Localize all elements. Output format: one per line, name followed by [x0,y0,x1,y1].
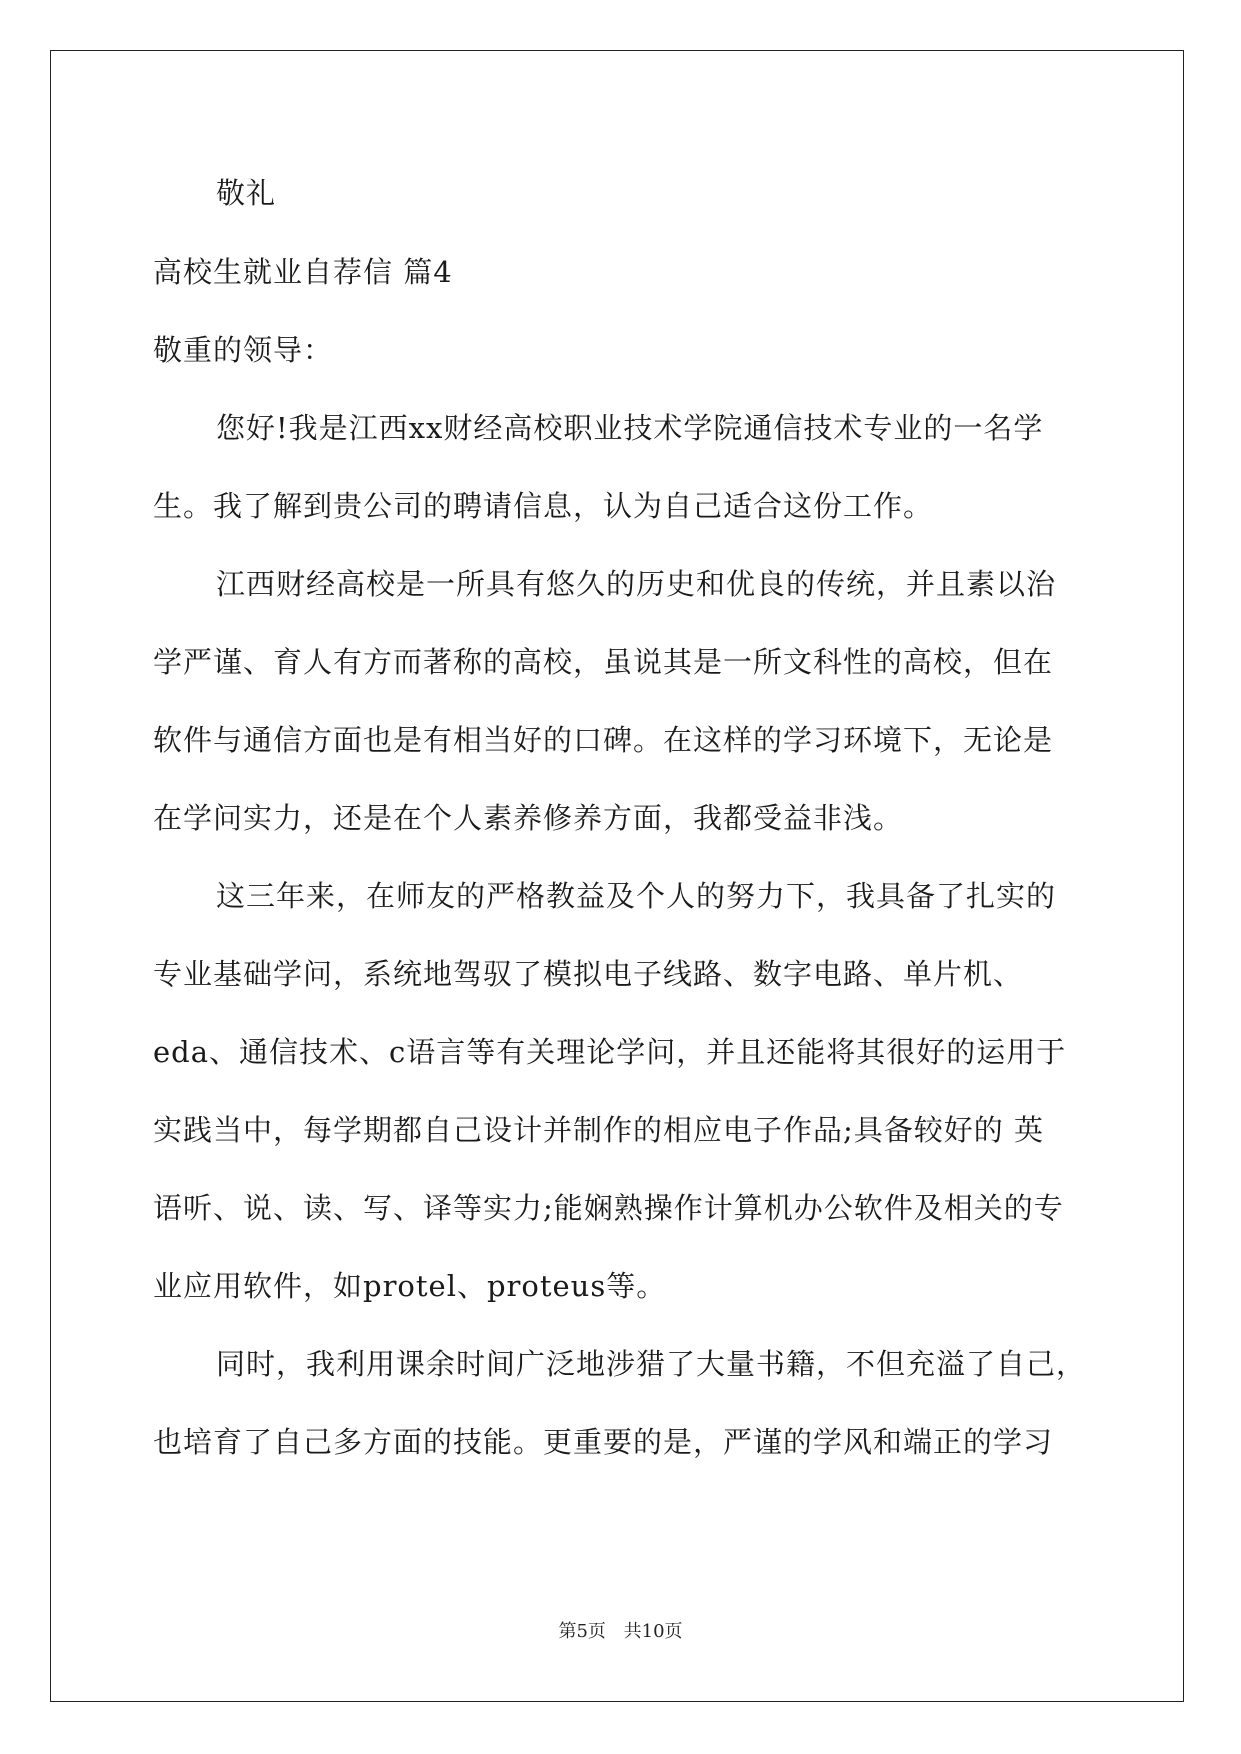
body-line: 您好!我是江西xx财经高校职业技术学院通信技术专业的一名学 [216,411,1044,445]
body-line: 同时，我利用课余时间广泛地涉猎了大量书籍，不但充溢了自己， [216,1347,1087,1381]
body-line: 也培育了自己多方面的技能。更重要的是，严谨的学风和端正的学习 [153,1425,1054,1459]
page-footer [0,1617,1241,1643]
body-line: 语听、说、读、写、译等实力;能娴熟操作计算机办公软件及相关的专 [153,1191,1064,1225]
body-line: 生。我了解到贵公司的聘请信息，认为自己适合这份工作。 [153,489,934,523]
body-line: 学严谨、育人有方而著称的高校，虽说其是一所文科性的高校，但在 [153,645,1054,679]
page-total: 共10页 [623,1621,683,1642]
body-line: 专业基础学问，系统地驾驭了模拟电子线路、数字电路、单片机、 [153,957,1024,991]
body-line: 业应用软件，如protel、proteus等。 [153,1269,667,1303]
body-line: 这三年来，在师友的严格教益及个人的努力下，我具备了扎实的 [216,879,1057,913]
body-line: 实践当中，每学期都自己设计并制作的相应电子作品;具备较好的 英 [153,1113,1044,1147]
body-line: 软件与通信方面也是有相当好的口碑。在这样的学习环境下，无论是 [153,723,1054,757]
salutation: 敬重的领导： [153,333,334,367]
closing-text: 敬礼 [216,176,277,210]
page-number: 第5页 [558,1621,606,1642]
body-line: 在学问实力，还是在个人素养修养方面，我都受益非浅。 [153,801,904,835]
body-line: eda、通信技术、c语言等有关理论学问，并且还能将其很好的运用于 [153,1035,1067,1069]
body-line: 江西财经高校是一所具有悠久的历史和优良的传统，并且素以治 [216,567,1057,601]
section-heading: 高校生就业自荐信 篇4 [153,255,453,289]
